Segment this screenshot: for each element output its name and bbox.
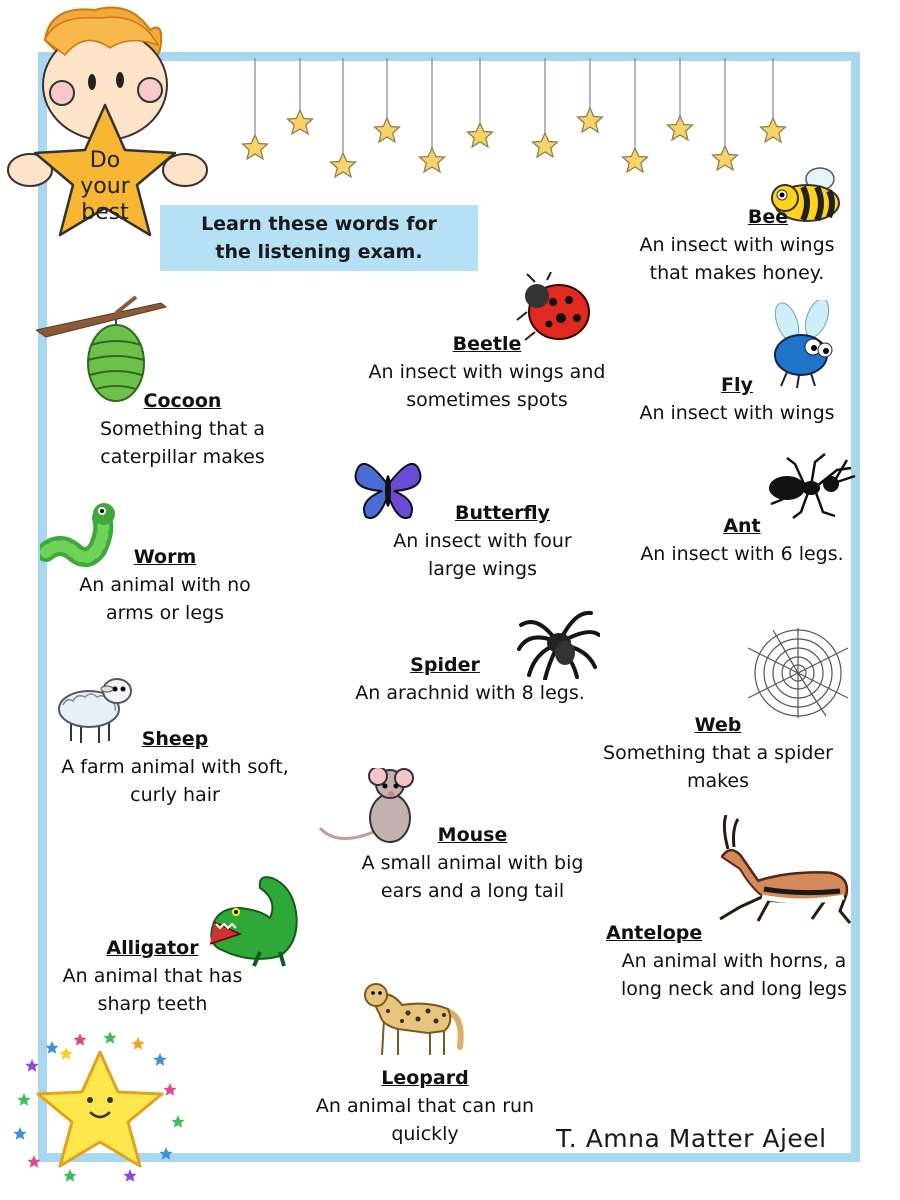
entry-description: An animal with horns, a long neck and long legs xyxy=(620,950,848,1000)
entry-ant xyxy=(612,513,872,568)
badge-line-1: Do xyxy=(89,148,121,173)
entry-butterfly xyxy=(345,500,620,583)
entry-title: Worm xyxy=(133,546,197,568)
entry-description: Something that a spider makes xyxy=(603,742,833,792)
entry-description: Something that a caterpillar makes xyxy=(99,418,266,468)
entry-description: An animal with no arms or legs xyxy=(79,574,251,624)
hanging-stars-decoration xyxy=(225,58,805,183)
entry-spider xyxy=(325,652,615,707)
entry-web xyxy=(578,712,858,795)
ant-icon xyxy=(765,450,857,520)
smiling-star-decoration xyxy=(10,1030,190,1185)
entry-worm xyxy=(55,544,275,627)
entry-beetle xyxy=(342,331,632,414)
entry-title: Cocoon xyxy=(143,390,222,412)
entry-description: An animal that can run quickly xyxy=(315,1095,535,1145)
entry-title: Alligator xyxy=(106,937,199,959)
entry-description: An insect with wings that makes honey. xyxy=(639,234,835,284)
entry-fly xyxy=(612,372,862,427)
entry-description: An arachnid with 8 legs. xyxy=(355,682,585,704)
instruction-banner xyxy=(160,205,478,271)
entry-antelope xyxy=(600,920,868,1003)
antelope-icon xyxy=(700,815,858,925)
entry-description: An insect with wings xyxy=(639,402,835,424)
entry-sheep xyxy=(35,726,315,809)
entry-title: Fly xyxy=(721,374,753,396)
entry-cocoon xyxy=(70,388,295,471)
entry-description: A small animal with big ears and a long tail xyxy=(361,852,584,902)
badge-line-3: best xyxy=(81,200,129,225)
instruction-line-1: Learn these words for xyxy=(201,213,437,235)
entry-description: An insect with wings and sometimes spots xyxy=(368,361,606,411)
entry-title: Ant xyxy=(723,515,761,537)
entry-title: Leopard xyxy=(381,1067,469,1089)
entry-description: A farm animal with soft, curly hair xyxy=(61,756,289,806)
entry-alligator xyxy=(40,935,265,1018)
leopard-icon xyxy=(358,975,470,1057)
entry-title: Bee xyxy=(747,206,789,228)
author-name: T. Amna Matter Ajeel xyxy=(556,1124,827,1153)
entry-title: Mouse xyxy=(437,824,508,846)
entry-leopard xyxy=(290,1065,560,1148)
entry-title: Antelope xyxy=(606,922,703,944)
entry-description: An insect with 6 legs. xyxy=(640,543,844,565)
entry-title: Web xyxy=(694,714,742,736)
badge-line-2: your xyxy=(80,174,130,199)
entry-title: Butterfly xyxy=(455,502,550,524)
entry-title: Spider xyxy=(410,654,480,676)
spider-web-icon xyxy=(748,628,848,718)
entry-title: Beetle xyxy=(452,333,522,355)
entry-description: An animal that has sharp teeth xyxy=(62,965,243,1015)
entry-title: Sheep xyxy=(141,728,209,750)
instruction-line-2: the listening exam. xyxy=(215,241,423,263)
entry-mouse xyxy=(335,822,610,905)
badge-text xyxy=(70,148,140,226)
entry-description: An insect with four large wings xyxy=(393,530,572,580)
entry-bee xyxy=(612,204,862,287)
